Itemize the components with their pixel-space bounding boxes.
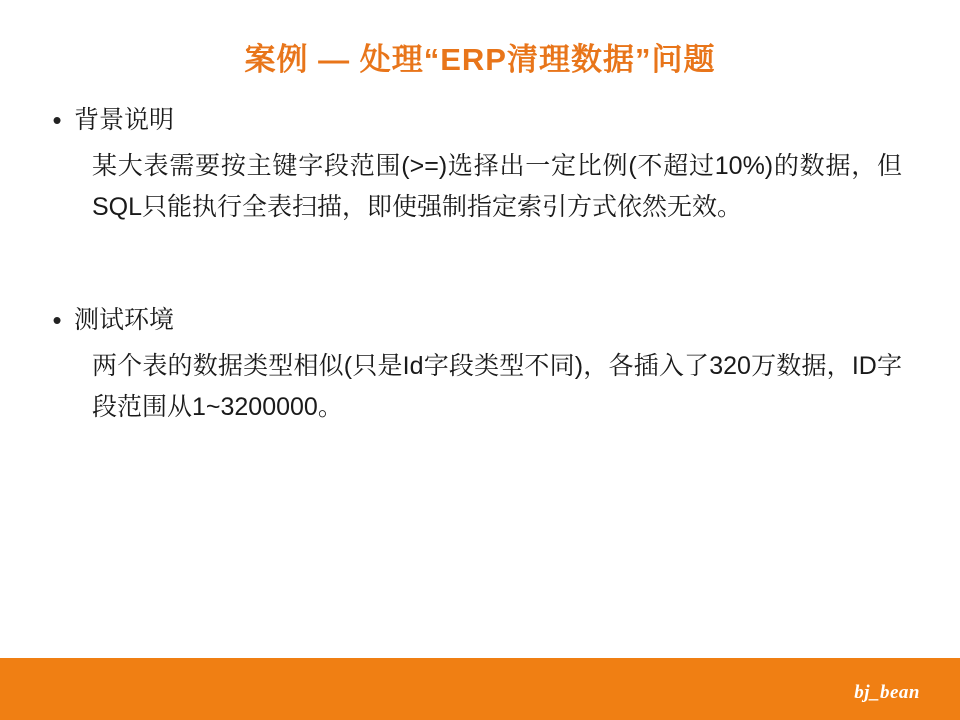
section-body: 两个表的数据类型相似(只是Id字段类型不同)，各插入了320万数据，ID字段范围从1~3200000。 (92, 352, 902, 421)
bullet-dot-icon: • (52, 105, 62, 135)
section-body: 某大表需要按主键字段范围(>=)选择出一定比例(不超过10%)的数据，但SQL只能执行全表扫描，即使强制指定索引方式依然无效。 (92, 152, 902, 221)
section-heading: 测试环境 (74, 306, 175, 334)
bullet-item (40, 100, 920, 140)
bullet-item (40, 300, 920, 340)
page-title: 案例 — 处理“ERP清理数据”问题 (244, 42, 716, 77)
slide-content (40, 100, 920, 470)
footer-author-label: bj_bean (854, 682, 920, 703)
section-background (40, 100, 920, 228)
section-test-environment (40, 300, 920, 428)
section-heading: 背景说明 (74, 106, 175, 134)
footer-bar (0, 658, 960, 720)
bullet-dot-icon: • (52, 305, 62, 335)
section-spacer (40, 270, 920, 300)
